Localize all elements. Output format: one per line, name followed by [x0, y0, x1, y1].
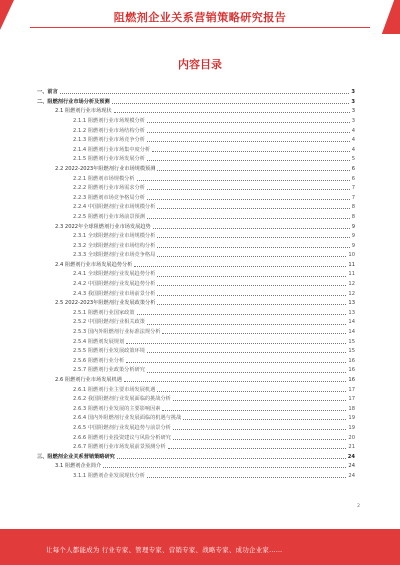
toc-entry-page: 12 [348, 290, 355, 297]
toc-leader-dots [124, 381, 346, 382]
toc-entry[interactable] [37, 261, 355, 271]
toc-leader-dots [126, 362, 346, 363]
toc-entry[interactable] [37, 146, 355, 156]
footer-slogan: 让每个人都能成为 行业专家、管理专家、营销专家、战略专家、成功企业家…… [46, 546, 283, 554]
toc-leader-dots [147, 477, 346, 478]
toc-leader-dots [157, 256, 346, 257]
toc-entry[interactable] [37, 299, 355, 309]
toc-entry-page: 18 [348, 405, 355, 412]
toc-entry[interactable] [37, 232, 355, 242]
toc-entry-label: 2.3.1 全球阻燃剂行业市场规模分析 [73, 233, 156, 240]
toc-entry-label: 2.2.3 阻燃剂市场竞争格局分析 [73, 194, 145, 201]
toc-entry-page: 5 [351, 156, 355, 163]
toc-entry[interactable] [37, 337, 355, 347]
toc-entry-label: 2.5.3 国内外阻燃剂行业标准法规分析 [73, 329, 161, 336]
toc-entry[interactable] [37, 222, 355, 232]
toc-leader-dots [157, 170, 349, 171]
toc-leader-dots [157, 247, 349, 248]
toc-entry-page: 12 [348, 281, 355, 288]
toc-entry[interactable] [37, 462, 355, 472]
toc-entry-label: 2.2.1 阻燃剂市场规模分析 [73, 175, 135, 182]
toc-entry-label: 2.4.2 中国阻燃剂行业发展趋势分析 [73, 281, 156, 288]
toc-entry-label: 2.5.2 中国阻燃剂行业相关政策 [73, 319, 145, 326]
toc-entry-page: 17 [348, 396, 355, 403]
toc-entry[interactable] [37, 213, 355, 223]
toc-entry[interactable] [37, 242, 355, 252]
toc-leader-dots [103, 467, 346, 468]
toc-entry-page: 24 [348, 463, 355, 470]
toc-entry-label: 2.6.2 我国阻燃剂行业发展面临的挑战分析 [73, 396, 171, 403]
toc-entry[interactable] [37, 165, 355, 175]
toc-leader-dots [137, 314, 347, 315]
toc-entry-label: 2.6.4 国内外阻燃剂行业发展面临的机遇与挑战 [73, 415, 182, 422]
toc-entry[interactable] [37, 107, 355, 117]
toc-entry-page: 15 [348, 338, 355, 345]
toc-entry-label: 2.4 阻燃剂行业市场发展趋势分析 [55, 261, 133, 268]
toc-leader-dots [147, 372, 346, 373]
toc-leader-dots [183, 419, 346, 420]
toc-entry[interactable] [37, 136, 355, 146]
toc-entry-label: 2.5.4 阻燃剂发展规划 [73, 338, 125, 345]
toc-leader-dots [168, 448, 347, 449]
toc-leader-dots [147, 324, 346, 325]
toc-entry-label: 2.1.4 阻燃剂行业市场集中度分析 [73, 146, 151, 153]
toc-entry[interactable] [37, 433, 355, 443]
toc-leader-dots [147, 199, 350, 200]
toc-entry-page: 8 [351, 204, 355, 211]
toc-entry[interactable] [37, 155, 355, 165]
toc-entry-label: 2.5.1 阻燃剂行业国家政策 [73, 309, 135, 316]
toc-entry[interactable] [37, 318, 355, 328]
toc-entry-label: 二、阻燃剂行业市场分析及预测 [37, 98, 110, 105]
toc-heading: 内容目录 [178, 58, 222, 71]
table-of-contents [37, 88, 355, 481]
toc-leader-dots [173, 439, 347, 440]
toc-entry-label: 2.3 2022年全球阻燃剂行业市场发展趋势 [55, 223, 151, 230]
toc-leader-dots [147, 160, 350, 161]
toc-entry-label: 2.1.2 阻燃剂行业市场结构分析 [73, 127, 145, 134]
toc-entry-page: 4 [351, 127, 355, 134]
toc-entry-page: 24 [348, 472, 355, 479]
toc-entry-page: 7 [351, 185, 355, 192]
toc-entry-label: 2.2 2022-2023年阻燃剂行业市场规模预测 [55, 165, 156, 172]
toc-entry-page: 6 [351, 165, 355, 172]
toc-entry-label: 2.6.1 阻燃剂行业主要市场发展机遇 [73, 386, 156, 393]
toc-entry-label: 2.6.3 阻燃剂行业发展的主要影响因素 [73, 405, 161, 412]
toc-entry[interactable] [37, 194, 355, 204]
toc-entry[interactable] [37, 405, 355, 415]
toc-entry[interactable] [37, 126, 355, 136]
toc-leader-dots [114, 112, 350, 113]
toc-leader-dots [157, 285, 346, 286]
toc-entry[interactable] [37, 414, 355, 424]
toc-leader-dots [117, 458, 346, 459]
toc-leader-dots [173, 400, 347, 401]
toc-entry-page: 8 [351, 213, 355, 220]
toc-entry-page: 7 [351, 194, 355, 201]
toc-entry-page: 4 [351, 137, 355, 144]
toc-entry-label: 三、阻燃剂企业关系营销策略研究 [37, 453, 115, 460]
toc-entry-page: 11 [348, 261, 355, 268]
toc-entry-label: 2.1.1 阻燃剂行业市场规模分析 [73, 117, 145, 124]
toc-entry-label: 2.3.2 全球阻燃剂行业市场结构分析 [73, 242, 156, 249]
toc-entry-label: 2.5 2022-2023年阻燃剂行业发展政策分析 [55, 300, 156, 307]
toc-entry-page: 15 [348, 348, 355, 355]
toc-entry-page: 4 [351, 146, 355, 153]
toc-entry-page: 9 [351, 223, 355, 230]
toc-entry-page: 9 [351, 242, 355, 249]
toc-leader-dots [162, 333, 346, 334]
toc-entry-page: 16 [348, 377, 355, 383]
toc-entry-label: 2.1.3 阻燃剂行业市场竞争分析 [73, 137, 145, 144]
toc-entry[interactable] [37, 472, 355, 482]
toc-entry-label: 2.3.3 全球阻燃剂行业市场竞争格局 [73, 252, 156, 259]
toc-leader-dots [147, 218, 350, 219]
toc-entry[interactable] [37, 251, 355, 261]
toc-entry[interactable] [37, 184, 355, 194]
toc-leader-dots [147, 352, 346, 353]
toc-entry-page: 13 [348, 309, 355, 316]
header-divider [30, 27, 370, 28]
toc-entry-label: 2.2.2 阻燃剂行业市场需求分析 [73, 185, 145, 192]
toc-entry-page: 14 [348, 319, 355, 326]
toc-leader-dots [157, 295, 346, 296]
toc-entry[interactable] [37, 328, 355, 338]
toc-entry[interactable] [37, 98, 355, 108]
toc-entry[interactable] [37, 453, 355, 463]
toc-entry-page: 16 [348, 367, 355, 374]
toc-entry[interactable] [37, 117, 355, 127]
page-header [0, 0, 400, 30]
toc-entry[interactable] [37, 376, 355, 386]
toc-entry-page: 21 [348, 444, 355, 451]
toc-leader-dots [147, 189, 350, 190]
toc-entry-label: 2.4.1 全球阻燃剂行业发展趋势分析 [73, 271, 156, 278]
toc-entry[interactable] [37, 174, 355, 184]
toc-leader-dots [134, 266, 346, 267]
toc-entry-page: 6 [351, 175, 355, 182]
toc-leader-dots [153, 228, 350, 229]
toc-entry[interactable] [37, 88, 355, 98]
toc-entry-page: 14 [348, 329, 355, 336]
toc-entry[interactable] [37, 203, 355, 213]
toc-entry-page: 3 [351, 89, 355, 96]
toc-entry[interactable] [37, 424, 355, 434]
toc-entry-page: 3 [351, 108, 355, 115]
toc-entry-label: 2.2.4 中国阻燃剂行业市场规模分析 [73, 204, 156, 211]
toc-leader-dots [60, 93, 350, 94]
toc-leader-dots [147, 122, 350, 123]
toc-entry-label: 3.1.1 阻燃剂企业发展现状分析 [73, 472, 145, 479]
toc-entry-page: 9 [351, 233, 355, 240]
toc-entry[interactable] [37, 309, 355, 319]
toc-leader-dots [126, 343, 346, 344]
toc-leader-dots [137, 180, 350, 181]
toc-entry-label: 2.2.5 阻燃剂行业市场前景预测 [73, 213, 145, 220]
toc-entry[interactable] [37, 357, 355, 367]
toc-leader-dots [157, 208, 349, 209]
toc-entry-page: 19 [348, 415, 355, 422]
toc-entry-label: 2.6 阻燃剂行业市场发展机遇 [55, 377, 122, 383]
toc-entry[interactable] [37, 395, 355, 405]
toc-entry[interactable] [37, 270, 355, 280]
toc-entry[interactable] [37, 289, 355, 299]
toc-entry-page: 13 [348, 300, 355, 307]
toc-entry-page: 16 [348, 357, 355, 364]
toc-entry[interactable] [37, 280, 355, 290]
toc-leader-dots [157, 237, 349, 238]
toc-entry-label: 2.5.5 阻燃剂行业发展政策环境 [73, 348, 145, 355]
toc-leader-dots [157, 304, 346, 305]
toc-entry-label: 2.6.5 中国阻燃剂行业发展趋势与前景分析 [73, 424, 171, 431]
toc-entry-page: 17 [348, 386, 355, 393]
toc-leader-dots [157, 276, 346, 277]
toc-entry-page: 19 [348, 424, 355, 431]
toc-entry-label: 2.6.7 阻燃剂行业市场发展前景预测分析 [73, 444, 166, 451]
toc-leader-dots [173, 429, 347, 430]
toc-entry-page: 10 [348, 252, 355, 259]
toc-leader-dots [162, 410, 346, 411]
toc-entry-page: 20 [348, 434, 355, 441]
toc-entry-page: 24 [347, 453, 355, 460]
toc-leader-dots [147, 141, 350, 142]
toc-entry-page: 3 [351, 117, 355, 124]
toc-leader-dots [112, 103, 350, 104]
toc-leader-dots [152, 151, 350, 152]
toc-entry[interactable] [37, 347, 355, 357]
toc-entry-page: 3 [351, 98, 355, 105]
report-title: 阻燃剂企业关系营销策略研究报告 [113, 11, 287, 24]
toc-entry-label: 一、前言 [37, 89, 58, 96]
toc-entry[interactable] [37, 385, 355, 395]
toc-entry-label: 2.1.5 阻燃剂行业市场发展分析 [73, 156, 145, 163]
toc-entry-label: 2.5.7 阻燃剂行业政策分析研究 [73, 367, 145, 374]
page-footer [0, 529, 400, 565]
toc-entry-page: 11 [348, 271, 355, 278]
toc-leader-dots [157, 391, 346, 392]
toc-entry[interactable] [37, 366, 355, 376]
toc-entry-label: 2.1 阻燃剂行业市场现状 [55, 108, 112, 115]
toc-entry-label: 2.5.6 阻燃剂行业分析 [73, 357, 125, 364]
toc-entry[interactable] [37, 443, 355, 453]
toc-entry-label: 2.4.3 我国阻燃剂行业市场前景分析 [73, 290, 156, 297]
toc-entry-label: 2.6.6 阻燃剂行业投资建议与风险分析研究 [73, 434, 171, 441]
toc-leader-dots [147, 132, 350, 133]
page-number: 2 [357, 504, 360, 509]
toc-entry-label: 3.1 阻燃剂企业简介 [55, 463, 102, 470]
